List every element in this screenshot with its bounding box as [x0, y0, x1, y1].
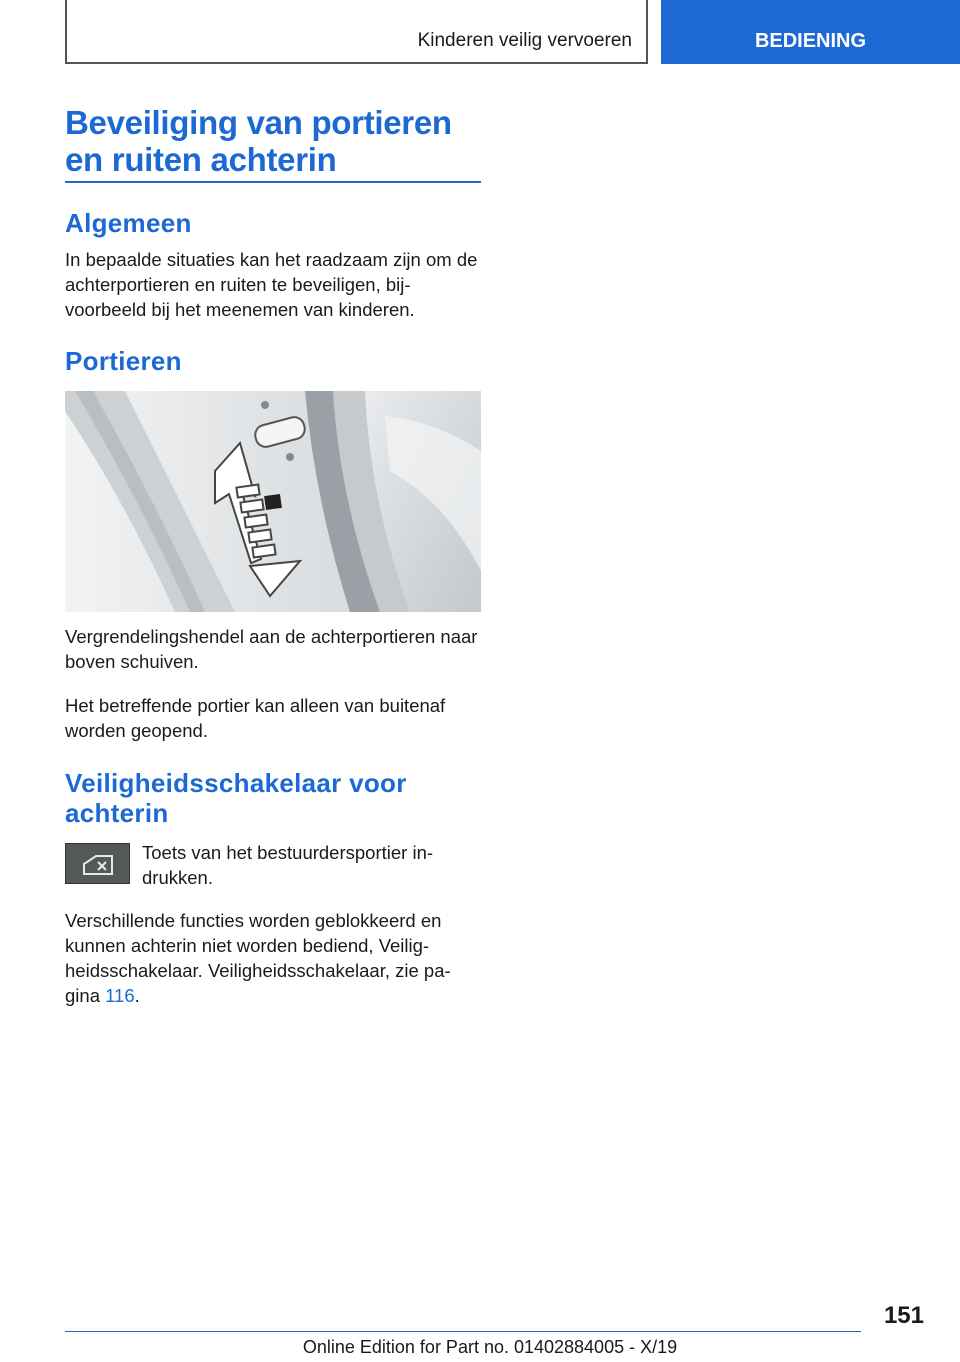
section-portieren-text [65, 624, 481, 743]
header-chapter-tab [661, 0, 960, 64]
paragraph-algemeen: In bepaalde situaties kan het raadzaam zijn om de achterportieren en ruiten te beveiligen, bij-voorbeeld bij het meenemen van kinderen. [65, 249, 478, 320]
paragraph-veiligheid-main: Verschillende functies worden geblokkeerd en kunnen achterin niet worden bediend, Veilig-heidsschakelaar. Veiligheidsschakelaar, zie pa-gina [65, 910, 451, 1006]
header-chapter-label: BEDIENING [754, 29, 867, 52]
section-veiligheid [65, 768, 481, 828]
page-number: 151 [883, 1302, 924, 1329]
heading-algemeen: Algemeen [65, 208, 192, 238]
window-lock-button-icon [65, 843, 130, 884]
door-lock-illustration [65, 391, 481, 612]
header-section-title: Kinderen veilig vervoeren [417, 30, 632, 51]
paragraph-button: Toets van het bestuurdersportier in-drukken. [142, 842, 434, 888]
section-algemeen [65, 208, 481, 322]
paragraph-portieren-1: Vergrendelingshendel aan de achterportieren naar boven schuiven. [65, 626, 478, 672]
heading-veiligheid: Veiligheidsschakelaar voor achterin [65, 768, 407, 828]
paragraph-veiligheid-end: . [134, 985, 140, 1006]
section-portieren [65, 346, 481, 376]
paragraph-portieren-2: Het betreffende portier kan alleen van buitenaf worden geopend. [65, 695, 446, 741]
page-reference-link[interactable]: 116 [105, 985, 135, 1006]
footer-edition: Online Edition for Part no. 01402884005 - X/19 [302, 1337, 678, 1357]
page-title: Beveiliging van portieren en ruiten achterin [65, 104, 452, 178]
door-lock-image [65, 391, 481, 612]
paragraph-veiligheid [65, 908, 481, 1008]
title-underline [65, 181, 481, 183]
button-description [142, 840, 462, 890]
heading-portieren: Portieren [65, 346, 182, 376]
window-lock-icon [66, 844, 129, 883]
running-header [65, 0, 648, 64]
footer-rule [65, 1331, 861, 1332]
section-veiligheid-text [65, 908, 481, 1008]
